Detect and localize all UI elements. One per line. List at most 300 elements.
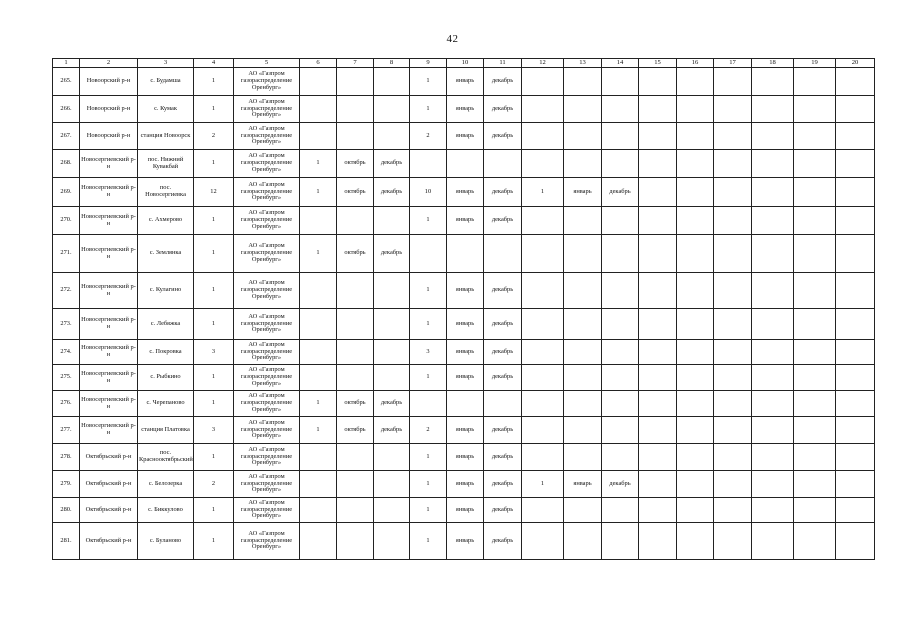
column-number: 6 — [300, 59, 337, 68]
col15-cell — [639, 150, 677, 178]
col6-cell — [300, 365, 337, 391]
col14-cell — [602, 391, 639, 417]
col12-cell: 1 — [522, 471, 564, 498]
organization-cell: АО «Газпром газораспределение Оренбург» — [234, 150, 300, 178]
col7-cell: октябрь — [337, 235, 374, 273]
col9-cell: 1 — [410, 365, 447, 391]
col7-cell — [337, 444, 374, 471]
col19-cell — [794, 178, 836, 207]
col14-cell — [602, 523, 639, 560]
col14-cell — [602, 207, 639, 235]
row-number: 277. — [53, 417, 80, 444]
col10-cell: январь — [447, 523, 484, 560]
organization-cell: АО «Газпром газораспределение Оренбург» — [234, 178, 300, 207]
col20-cell — [836, 150, 875, 178]
col9-cell: 1 — [410, 96, 447, 123]
col10-cell: январь — [447, 68, 484, 96]
organization-cell: АО «Газпром газораспределение Оренбург» — [234, 273, 300, 309]
col7-cell — [337, 68, 374, 96]
organization-cell: АО «Газпром газораспределение Оренбург» — [234, 340, 300, 365]
column-number: 10 — [447, 59, 484, 68]
column-number: 16 — [677, 59, 714, 68]
col9-cell: 1 — [410, 471, 447, 498]
col9-cell — [410, 391, 447, 417]
col10-cell: январь — [447, 178, 484, 207]
col7-cell — [337, 365, 374, 391]
organization-cell: АО «Газпром газораспределение Оренбург» — [234, 309, 300, 340]
col20-cell — [836, 523, 875, 560]
row-number: 281. — [53, 523, 80, 560]
col12-cell: 1 — [522, 178, 564, 207]
col16-cell — [677, 96, 714, 123]
table-row — [53, 523, 875, 560]
table-row — [53, 471, 875, 498]
col14-cell — [602, 235, 639, 273]
col17-cell — [714, 391, 752, 417]
organization-cell: АО «Газпром газораспределение Оренбург» — [234, 523, 300, 560]
district-cell: Новосергиевский р-н — [80, 309, 138, 340]
organization-cell: АО «Газпром газораспределение Оренбург» — [234, 471, 300, 498]
col13-cell — [564, 123, 602, 150]
col13-cell: январь — [564, 178, 602, 207]
col18-cell — [752, 391, 794, 417]
col17-cell — [714, 96, 752, 123]
quantity-cell: 1 — [194, 150, 234, 178]
col6-cell: 1 — [300, 150, 337, 178]
col13-cell — [564, 365, 602, 391]
col10-cell: январь — [447, 498, 484, 523]
locality-cell: пос. Новосергиевка — [138, 178, 194, 207]
col10-cell: январь — [447, 417, 484, 444]
page-number: 42 — [446, 33, 459, 45]
col17-cell — [714, 523, 752, 560]
col11-cell: декабрь — [484, 471, 522, 498]
col8-cell: декабрь — [374, 417, 410, 444]
col19-cell — [794, 498, 836, 523]
col9-cell: 1 — [410, 68, 447, 96]
col10-cell: январь — [447, 340, 484, 365]
table-row — [53, 207, 875, 235]
col16-cell — [677, 498, 714, 523]
col7-cell: октябрь — [337, 150, 374, 178]
col19-cell — [794, 365, 836, 391]
col13-cell — [564, 96, 602, 123]
col13-cell — [564, 273, 602, 309]
col8-cell: декабрь — [374, 235, 410, 273]
col9-cell: 10 — [410, 178, 447, 207]
row-number: 273. — [53, 309, 80, 340]
col11-cell: декабрь — [484, 309, 522, 340]
col14-cell — [602, 417, 639, 444]
col16-cell — [677, 235, 714, 273]
col6-cell — [300, 96, 337, 123]
col11-cell: декабрь — [484, 123, 522, 150]
col8-cell: декабрь — [374, 178, 410, 207]
column-number: 5 — [234, 59, 300, 68]
col16-cell — [677, 68, 714, 96]
col17-cell — [714, 340, 752, 365]
col7-cell: октябрь — [337, 417, 374, 444]
col11-cell — [484, 150, 522, 178]
col14-cell — [602, 365, 639, 391]
col11-cell: декабрь — [484, 340, 522, 365]
row-number: 265. — [53, 68, 80, 96]
col15-cell — [639, 96, 677, 123]
col10-cell: январь — [447, 471, 484, 498]
col16-cell — [677, 523, 714, 560]
col6-cell: 1 — [300, 235, 337, 273]
col19-cell — [794, 235, 836, 273]
col12-cell — [522, 68, 564, 96]
col19-cell — [794, 417, 836, 444]
col12-cell — [522, 340, 564, 365]
col7-cell — [337, 309, 374, 340]
col13-cell — [564, 444, 602, 471]
col17-cell — [714, 365, 752, 391]
district-cell: Новоорский р-н — [80, 68, 138, 96]
schedule-table — [52, 58, 875, 560]
col15-cell — [639, 417, 677, 444]
col15-cell — [639, 68, 677, 96]
col10-cell: январь — [447, 123, 484, 150]
locality-cell: с. Белозерка — [138, 471, 194, 498]
col6-cell — [300, 444, 337, 471]
col8-cell: декабрь — [374, 150, 410, 178]
col18-cell — [752, 417, 794, 444]
col8-cell — [374, 523, 410, 560]
col13-cell — [564, 340, 602, 365]
table-row — [53, 150, 875, 178]
col15-cell — [639, 123, 677, 150]
col17-cell — [714, 207, 752, 235]
col9-cell: 1 — [410, 309, 447, 340]
col8-cell — [374, 68, 410, 96]
col20-cell — [836, 68, 875, 96]
col14-cell — [602, 96, 639, 123]
col13-cell — [564, 498, 602, 523]
col14-cell — [602, 68, 639, 96]
column-number: 15 — [639, 59, 677, 68]
district-cell: Октябрьский р-н — [80, 444, 138, 471]
organization-cell: АО «Газпром газораспределение Оренбург» — [234, 498, 300, 523]
col8-cell: декабрь — [374, 391, 410, 417]
col6-cell — [300, 273, 337, 309]
col17-cell — [714, 123, 752, 150]
district-cell: Новосергиевский р-н — [80, 417, 138, 444]
col16-cell — [677, 444, 714, 471]
col18-cell — [752, 235, 794, 273]
col9-cell: 2 — [410, 417, 447, 444]
col16-cell — [677, 123, 714, 150]
col9-cell: 1 — [410, 207, 447, 235]
col15-cell — [639, 523, 677, 560]
col20-cell — [836, 365, 875, 391]
col11-cell — [484, 391, 522, 417]
row-number: 271. — [53, 235, 80, 273]
col11-cell: декабрь — [484, 68, 522, 96]
table-row — [53, 340, 875, 365]
column-number: 2 — [80, 59, 138, 68]
col14-cell — [602, 309, 639, 340]
col12-cell — [522, 235, 564, 273]
col12-cell — [522, 417, 564, 444]
col11-cell: декабрь — [484, 96, 522, 123]
col11-cell: декабрь — [484, 498, 522, 523]
column-number: 13 — [564, 59, 602, 68]
col16-cell — [677, 309, 714, 340]
col9-cell: 3 — [410, 340, 447, 365]
col17-cell — [714, 235, 752, 273]
col11-cell: декабрь — [484, 273, 522, 309]
col6-cell — [300, 523, 337, 560]
organization-cell: АО «Газпром газораспределение Оренбург» — [234, 235, 300, 273]
locality-cell: с. Биккулово — [138, 498, 194, 523]
col16-cell — [677, 273, 714, 309]
col20-cell — [836, 391, 875, 417]
quantity-cell: 3 — [194, 417, 234, 444]
col20-cell — [836, 444, 875, 471]
col12-cell — [522, 207, 564, 235]
row-number: 269. — [53, 178, 80, 207]
locality-cell: с. Лебяжка — [138, 309, 194, 340]
col6-cell: 1 — [300, 391, 337, 417]
col19-cell — [794, 68, 836, 96]
quantity-cell: 1 — [194, 235, 234, 273]
col7-cell — [337, 471, 374, 498]
col17-cell — [714, 309, 752, 340]
col17-cell — [714, 150, 752, 178]
col15-cell — [639, 340, 677, 365]
table-row — [53, 309, 875, 340]
column-number: 12 — [522, 59, 564, 68]
col8-cell — [374, 340, 410, 365]
col12-cell — [522, 309, 564, 340]
col15-cell — [639, 273, 677, 309]
col12-cell — [522, 523, 564, 560]
col10-cell: январь — [447, 96, 484, 123]
col17-cell — [714, 68, 752, 96]
col6-cell: 1 — [300, 417, 337, 444]
table-row — [53, 235, 875, 273]
col10-cell — [447, 235, 484, 273]
column-number: 7 — [337, 59, 374, 68]
col12-cell — [522, 273, 564, 309]
row-number: 272. — [53, 273, 80, 309]
col14-cell: декабрь — [602, 471, 639, 498]
col9-cell: 1 — [410, 523, 447, 560]
table-row — [53, 123, 875, 150]
locality-cell: с. Кумак — [138, 96, 194, 123]
col19-cell — [794, 523, 836, 560]
col10-cell — [447, 391, 484, 417]
col18-cell — [752, 273, 794, 309]
col17-cell — [714, 444, 752, 471]
col8-cell — [374, 273, 410, 309]
locality-cell: с. Покровка — [138, 340, 194, 365]
col20-cell — [836, 96, 875, 123]
col11-cell: декабрь — [484, 523, 522, 560]
col11-cell: декабрь — [484, 365, 522, 391]
quantity-cell: 1 — [194, 68, 234, 96]
col12-cell — [522, 365, 564, 391]
district-cell: Новосергиевский р-н — [80, 207, 138, 235]
col16-cell — [677, 471, 714, 498]
col7-cell — [337, 123, 374, 150]
col15-cell — [639, 309, 677, 340]
locality-cell: станция Платовка — [138, 417, 194, 444]
organization-cell: АО «Газпром газораспределение Оренбург» — [234, 207, 300, 235]
col6-cell — [300, 68, 337, 96]
col11-cell — [484, 235, 522, 273]
col12-cell — [522, 391, 564, 417]
col10-cell: январь — [447, 207, 484, 235]
col14-cell — [602, 444, 639, 471]
col10-cell: январь — [447, 444, 484, 471]
col19-cell — [794, 471, 836, 498]
district-cell: Новосергиевский р-н — [80, 340, 138, 365]
col9-cell: 1 — [410, 498, 447, 523]
col13-cell — [564, 207, 602, 235]
col20-cell — [836, 207, 875, 235]
col15-cell — [639, 391, 677, 417]
column-number: 4 — [194, 59, 234, 68]
col8-cell — [374, 498, 410, 523]
district-cell: Новоорский р-н — [80, 96, 138, 123]
quantity-cell: 1 — [194, 207, 234, 235]
col9-cell: 1 — [410, 273, 447, 309]
table-row — [53, 444, 875, 471]
quantity-cell: 2 — [194, 123, 234, 150]
column-number-row — [53, 59, 875, 68]
quantity-cell: 2 — [194, 471, 234, 498]
col17-cell — [714, 471, 752, 498]
col18-cell — [752, 150, 794, 178]
column-number: 11 — [484, 59, 522, 68]
col7-cell: октябрь — [337, 178, 374, 207]
col7-cell — [337, 340, 374, 365]
locality-cell: пос. Краснооктябрьский — [138, 444, 194, 471]
col15-cell — [639, 444, 677, 471]
col18-cell — [752, 309, 794, 340]
col9-cell: 1 — [410, 444, 447, 471]
col9-cell — [410, 235, 447, 273]
col18-cell — [752, 207, 794, 235]
row-number: 268. — [53, 150, 80, 178]
row-number: 276. — [53, 391, 80, 417]
col12-cell — [522, 498, 564, 523]
row-number: 275. — [53, 365, 80, 391]
col6-cell: 1 — [300, 178, 337, 207]
column-number: 14 — [602, 59, 639, 68]
quantity-cell: 1 — [194, 309, 234, 340]
col11-cell: декабрь — [484, 444, 522, 471]
col16-cell — [677, 178, 714, 207]
district-cell: Новоорский р-н — [80, 123, 138, 150]
col16-cell — [677, 365, 714, 391]
col19-cell — [794, 340, 836, 365]
col20-cell — [836, 340, 875, 365]
col13-cell — [564, 235, 602, 273]
col16-cell — [677, 391, 714, 417]
table-row — [53, 417, 875, 444]
col13-cell: январь — [564, 471, 602, 498]
quantity-cell: 3 — [194, 340, 234, 365]
col15-cell — [639, 178, 677, 207]
quantity-cell: 1 — [194, 391, 234, 417]
col18-cell — [752, 365, 794, 391]
col19-cell — [794, 444, 836, 471]
locality-cell: с. Землянка — [138, 235, 194, 273]
col19-cell — [794, 391, 836, 417]
col6-cell — [300, 498, 337, 523]
col12-cell — [522, 150, 564, 178]
col12-cell — [522, 123, 564, 150]
col18-cell — [752, 340, 794, 365]
quantity-cell: 1 — [194, 444, 234, 471]
col8-cell — [374, 96, 410, 123]
organization-cell: АО «Газпром газораспределение Оренбург» — [234, 391, 300, 417]
table-row — [53, 178, 875, 207]
col13-cell — [564, 523, 602, 560]
col20-cell — [836, 235, 875, 273]
column-number: 1 — [53, 59, 80, 68]
col18-cell — [752, 178, 794, 207]
col8-cell — [374, 365, 410, 391]
quantity-cell: 1 — [194, 498, 234, 523]
table-row — [53, 96, 875, 123]
locality-cell: станция Новоорск — [138, 123, 194, 150]
col11-cell: декабрь — [484, 178, 522, 207]
locality-cell: с. Кулагино — [138, 273, 194, 309]
col6-cell — [300, 309, 337, 340]
col7-cell — [337, 96, 374, 123]
district-cell: Новосергиевский р-н — [80, 178, 138, 207]
col13-cell — [564, 309, 602, 340]
column-number: 20 — [836, 59, 875, 68]
col20-cell — [836, 417, 875, 444]
col17-cell — [714, 417, 752, 444]
col7-cell — [337, 498, 374, 523]
row-number: 274. — [53, 340, 80, 365]
col18-cell — [752, 523, 794, 560]
table-row — [53, 498, 875, 523]
col15-cell — [639, 365, 677, 391]
district-cell: Новосергиевский р-н — [80, 391, 138, 417]
col6-cell — [300, 340, 337, 365]
col15-cell — [639, 235, 677, 273]
col9-cell — [410, 150, 447, 178]
column-number: 19 — [794, 59, 836, 68]
col13-cell — [564, 417, 602, 444]
col16-cell — [677, 340, 714, 365]
table-row — [53, 273, 875, 309]
col19-cell — [794, 207, 836, 235]
col10-cell: январь — [447, 273, 484, 309]
quantity-cell: 1 — [194, 523, 234, 560]
col6-cell — [300, 207, 337, 235]
col11-cell: декабрь — [484, 417, 522, 444]
col7-cell — [337, 523, 374, 560]
row-number: 279. — [53, 471, 80, 498]
quantity-cell: 1 — [194, 365, 234, 391]
district-cell: Октябрьский р-н — [80, 498, 138, 523]
col8-cell — [374, 471, 410, 498]
col13-cell — [564, 150, 602, 178]
table-row — [53, 365, 875, 391]
district-cell: Октябрьский р-н — [80, 523, 138, 560]
district-cell: Октябрьский р-н — [80, 471, 138, 498]
col20-cell — [836, 309, 875, 340]
